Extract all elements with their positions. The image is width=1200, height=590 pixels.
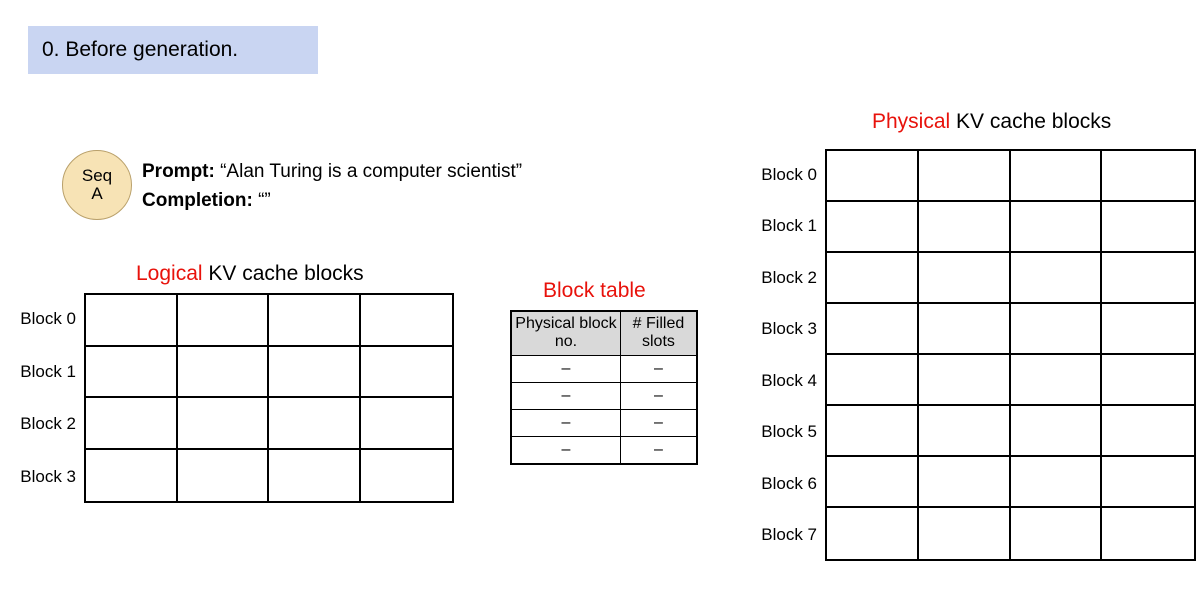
physical-cell — [827, 508, 919, 559]
physical-row-label-5: Block 5 — [761, 422, 817, 442]
logical-cell — [269, 295, 361, 347]
logical-cell — [178, 398, 270, 450]
physical-cell — [1102, 355, 1194, 406]
physical-cell — [827, 151, 919, 202]
physical-cell — [919, 253, 1011, 304]
logical-row-label-1: Block 1 — [20, 361, 76, 381]
prompt-value: “Alan Turing is a computer scientist” — [220, 161, 523, 182]
physical-title-accent: Physical — [872, 110, 951, 133]
physical-cell — [827, 202, 919, 253]
physical-cell — [1011, 151, 1103, 202]
block-table-cell-physical-block-no: – — [511, 355, 620, 382]
physical-cell — [827, 304, 919, 355]
block-table-header-physical-block-no: Physical block no. — [511, 311, 620, 355]
completion-label: Completion: — [142, 189, 253, 211]
block-table-cell-physical-block-no: – — [511, 436, 620, 464]
logical-cell — [86, 295, 178, 347]
physical-cell — [1011, 457, 1103, 508]
logical-title-rest: KV cache blocks — [202, 262, 364, 285]
logical-row-label-2: Block 2 — [20, 414, 76, 434]
physical-row-label-0: Block 0 — [761, 164, 817, 184]
logical-cell — [269, 450, 361, 502]
physical-cell — [919, 355, 1011, 406]
physical-row-label-7: Block 7 — [761, 525, 817, 545]
logical-cell — [86, 347, 178, 399]
physical-cell — [827, 406, 919, 457]
logical-cell — [269, 398, 361, 450]
physical-cell — [1102, 508, 1194, 559]
logical-row-label-3: Block 3 — [20, 466, 76, 486]
logical-kv-cache-title — [136, 262, 364, 286]
block-table-cell-filled-slots: – — [620, 409, 697, 436]
logical-cell — [178, 450, 270, 502]
prompt-area — [142, 158, 522, 215]
logical-cell — [178, 295, 270, 347]
physical-row-label-1: Block 1 — [761, 216, 817, 236]
sequence-badge — [62, 150, 132, 220]
logical-cell — [361, 450, 453, 502]
logical-cell — [86, 450, 178, 502]
physical-cell — [1011, 304, 1103, 355]
logical-row-label-0: Block 0 — [20, 309, 76, 329]
logical-cell — [86, 398, 178, 450]
block-table-cell-physical-block-no: – — [511, 409, 620, 436]
physical-cell — [1102, 253, 1194, 304]
sequence-badge-line2: A — [91, 184, 103, 203]
block-table-cell-filled-slots: – — [620, 436, 697, 464]
block-table-row — [511, 355, 697, 382]
completion-line — [142, 187, 522, 216]
completion-value: “” — [258, 189, 271, 211]
logical-cell — [361, 295, 453, 347]
physical-cell — [919, 202, 1011, 253]
logical-cell — [361, 398, 453, 450]
block-table-body — [511, 355, 697, 464]
logical-cell — [178, 347, 270, 399]
physical-cell — [1011, 202, 1103, 253]
physical-cell — [1102, 151, 1194, 202]
logical-title-accent: Logical — [136, 262, 203, 285]
prompt-line — [142, 158, 522, 187]
block-table-head — [511, 311, 697, 355]
physical-cell — [1011, 406, 1103, 457]
block-table-header-filled-slots: # Filled slots — [620, 311, 697, 355]
logical-row-labels — [0, 293, 84, 503]
physical-cell — [827, 457, 919, 508]
block-table-title-text: Block table — [543, 279, 646, 302]
physical-kv-cache-grid — [825, 149, 1196, 561]
physical-cell — [1102, 406, 1194, 457]
physical-row-label-2: Block 2 — [761, 267, 817, 287]
block-table-row — [511, 436, 697, 464]
physical-row-label-6: Block 6 — [761, 473, 817, 493]
physical-cell — [1102, 304, 1194, 355]
block-table-title — [543, 279, 646, 303]
block-table-cell-filled-slots: – — [620, 382, 697, 409]
block-table-row — [511, 409, 697, 436]
physical-title-rest: KV cache blocks — [950, 110, 1112, 133]
block-table-header-row — [511, 311, 697, 355]
step-banner: 0. Before generation. — [28, 26, 318, 74]
logical-kv-cache-grid — [84, 293, 454, 503]
physical-cell — [827, 355, 919, 406]
prompt-label: Prompt: — [142, 161, 215, 182]
physical-row-label-4: Block 4 — [761, 370, 817, 390]
physical-cell — [919, 151, 1011, 202]
physical-row-label-3: Block 3 — [761, 319, 817, 339]
physical-cell — [919, 457, 1011, 508]
physical-cell — [919, 508, 1011, 559]
block-table — [510, 310, 698, 465]
physical-cell — [827, 253, 919, 304]
physical-row-labels — [735, 149, 825, 561]
physical-cell — [919, 304, 1011, 355]
physical-cell — [1102, 202, 1194, 253]
physical-cell — [1011, 253, 1103, 304]
physical-cell — [919, 406, 1011, 457]
physical-kv-cache-title — [872, 110, 1111, 134]
block-table-cell-filled-slots: – — [620, 355, 697, 382]
sequence-badge-line1: Seq — [81, 166, 113, 186]
logical-cell — [269, 347, 361, 399]
block-table-row — [511, 382, 697, 409]
physical-cell — [1102, 457, 1194, 508]
physical-cell — [1011, 508, 1103, 559]
block-table-cell-physical-block-no: – — [511, 382, 620, 409]
logical-cell — [361, 347, 453, 399]
physical-cell — [1011, 355, 1103, 406]
